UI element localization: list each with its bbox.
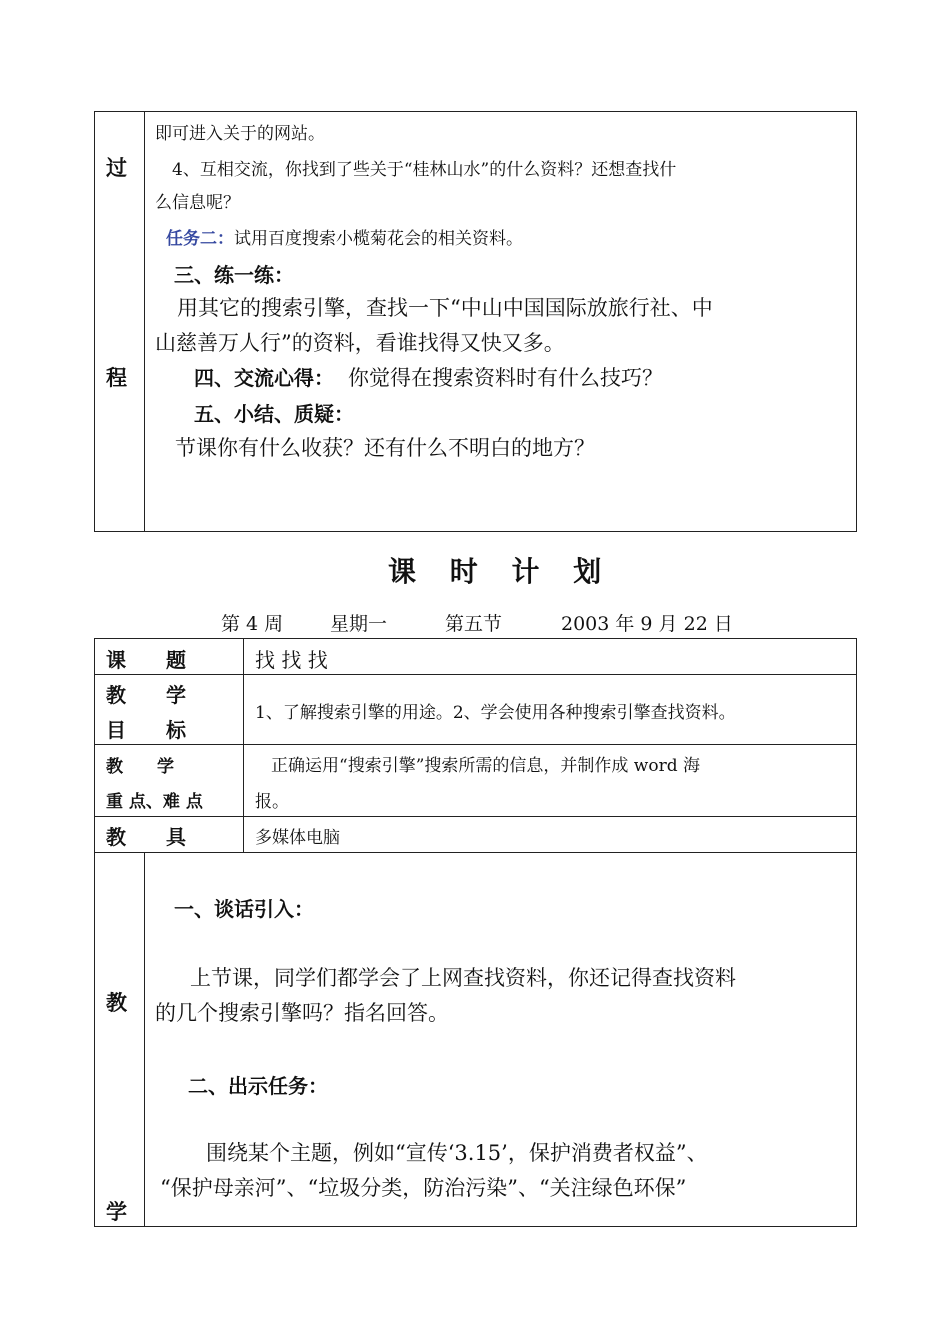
text-line: 的几个搜索引擎吗？指名回答。 — [155, 1001, 449, 1025]
topic-label: 课 题 — [106, 648, 186, 672]
date-info: 2003 年 9 月 22 日 — [561, 613, 733, 635]
task2-label: 任务二： — [166, 229, 234, 249]
text-line: 节课你有什么收获？还有什么不明白的地方？ — [175, 436, 595, 460]
task2-text: 试用百度搜索小榄菊花会的相关资料。 — [234, 229, 523, 249]
week-info: 第 4 周 — [221, 613, 284, 635]
column-divider — [243, 638, 244, 852]
keypoint-label: 教 学 — [106, 757, 174, 777]
row-divider — [94, 674, 857, 675]
text-line: 上节课，同学们都学会了上网查找资料，你还记得查找资料 — [190, 966, 736, 990]
text-line: 么信息呢？ — [155, 193, 240, 213]
row-divider — [94, 744, 857, 745]
row-divider — [94, 852, 857, 853]
page-title: 课 时 计 划 — [388, 555, 614, 588]
keypoint-value: 报。 — [255, 792, 289, 812]
text-line: 山慈善万人行”的资料，看谁找得又快又多。 — [155, 331, 565, 355]
text-line: “保护母亲河”、“垃圾分类，防治污染”、“关注绿色环保” — [160, 1176, 687, 1200]
side-label-guo: 过 — [106, 155, 127, 180]
section-info: 第五节 — [445, 613, 503, 635]
column-divider — [144, 852, 145, 1227]
side-label-xue: 学 — [106, 1199, 127, 1224]
task2-line — [166, 224, 523, 249]
text-line: 即可进入关于的网站。 — [155, 124, 325, 144]
tools-label: 教 具 — [106, 825, 186, 849]
section-heading: 三、练一练： — [174, 263, 294, 287]
goal-label: 目 标 — [106, 718, 186, 742]
section-heading: 四、交流心得： — [194, 366, 334, 390]
text-line: 用其它的搜索引擎，查找一下“中山中国国际放旅行社、中 — [177, 296, 713, 320]
topic-value: 找 找 找 — [255, 648, 328, 672]
side-label-jiao: 教 — [106, 990, 127, 1015]
text-line: 围绕某个主题，例如“宣传‘3.15’，保护消费者权益”、 — [206, 1141, 708, 1165]
side-label-cheng: 程 — [106, 365, 127, 390]
weekday-info: 星期一 — [330, 613, 388, 635]
tools-value: 多媒体电脑 — [255, 828, 340, 848]
section-heading: 二、出示任务： — [188, 1074, 328, 1098]
keypoint-label: 重 点、难 点 — [106, 792, 203, 812]
keypoint-value: 正确运用“搜索引擎”搜索所需的信息，并制作成 word 海 — [271, 756, 700, 776]
section-heading: 五、小结、质疑： — [194, 402, 354, 426]
exchange-line — [194, 362, 663, 392]
column-divider — [144, 111, 145, 532]
goal-value: 1、了解搜索引擎的用途。2、学会使用各种搜索引擎查找资料。 — [255, 703, 736, 723]
section-heading: 一、谈话引入： — [174, 897, 314, 921]
text-line: 4、互相交流，你找到了些关于“桂林山水”的什么资料？还想查找什 — [172, 160, 677, 180]
row-divider — [94, 816, 857, 817]
exchange-text: 你觉得在搜索资料时有什么技巧？ — [348, 366, 663, 390]
goal-label: 教 学 — [106, 683, 186, 707]
